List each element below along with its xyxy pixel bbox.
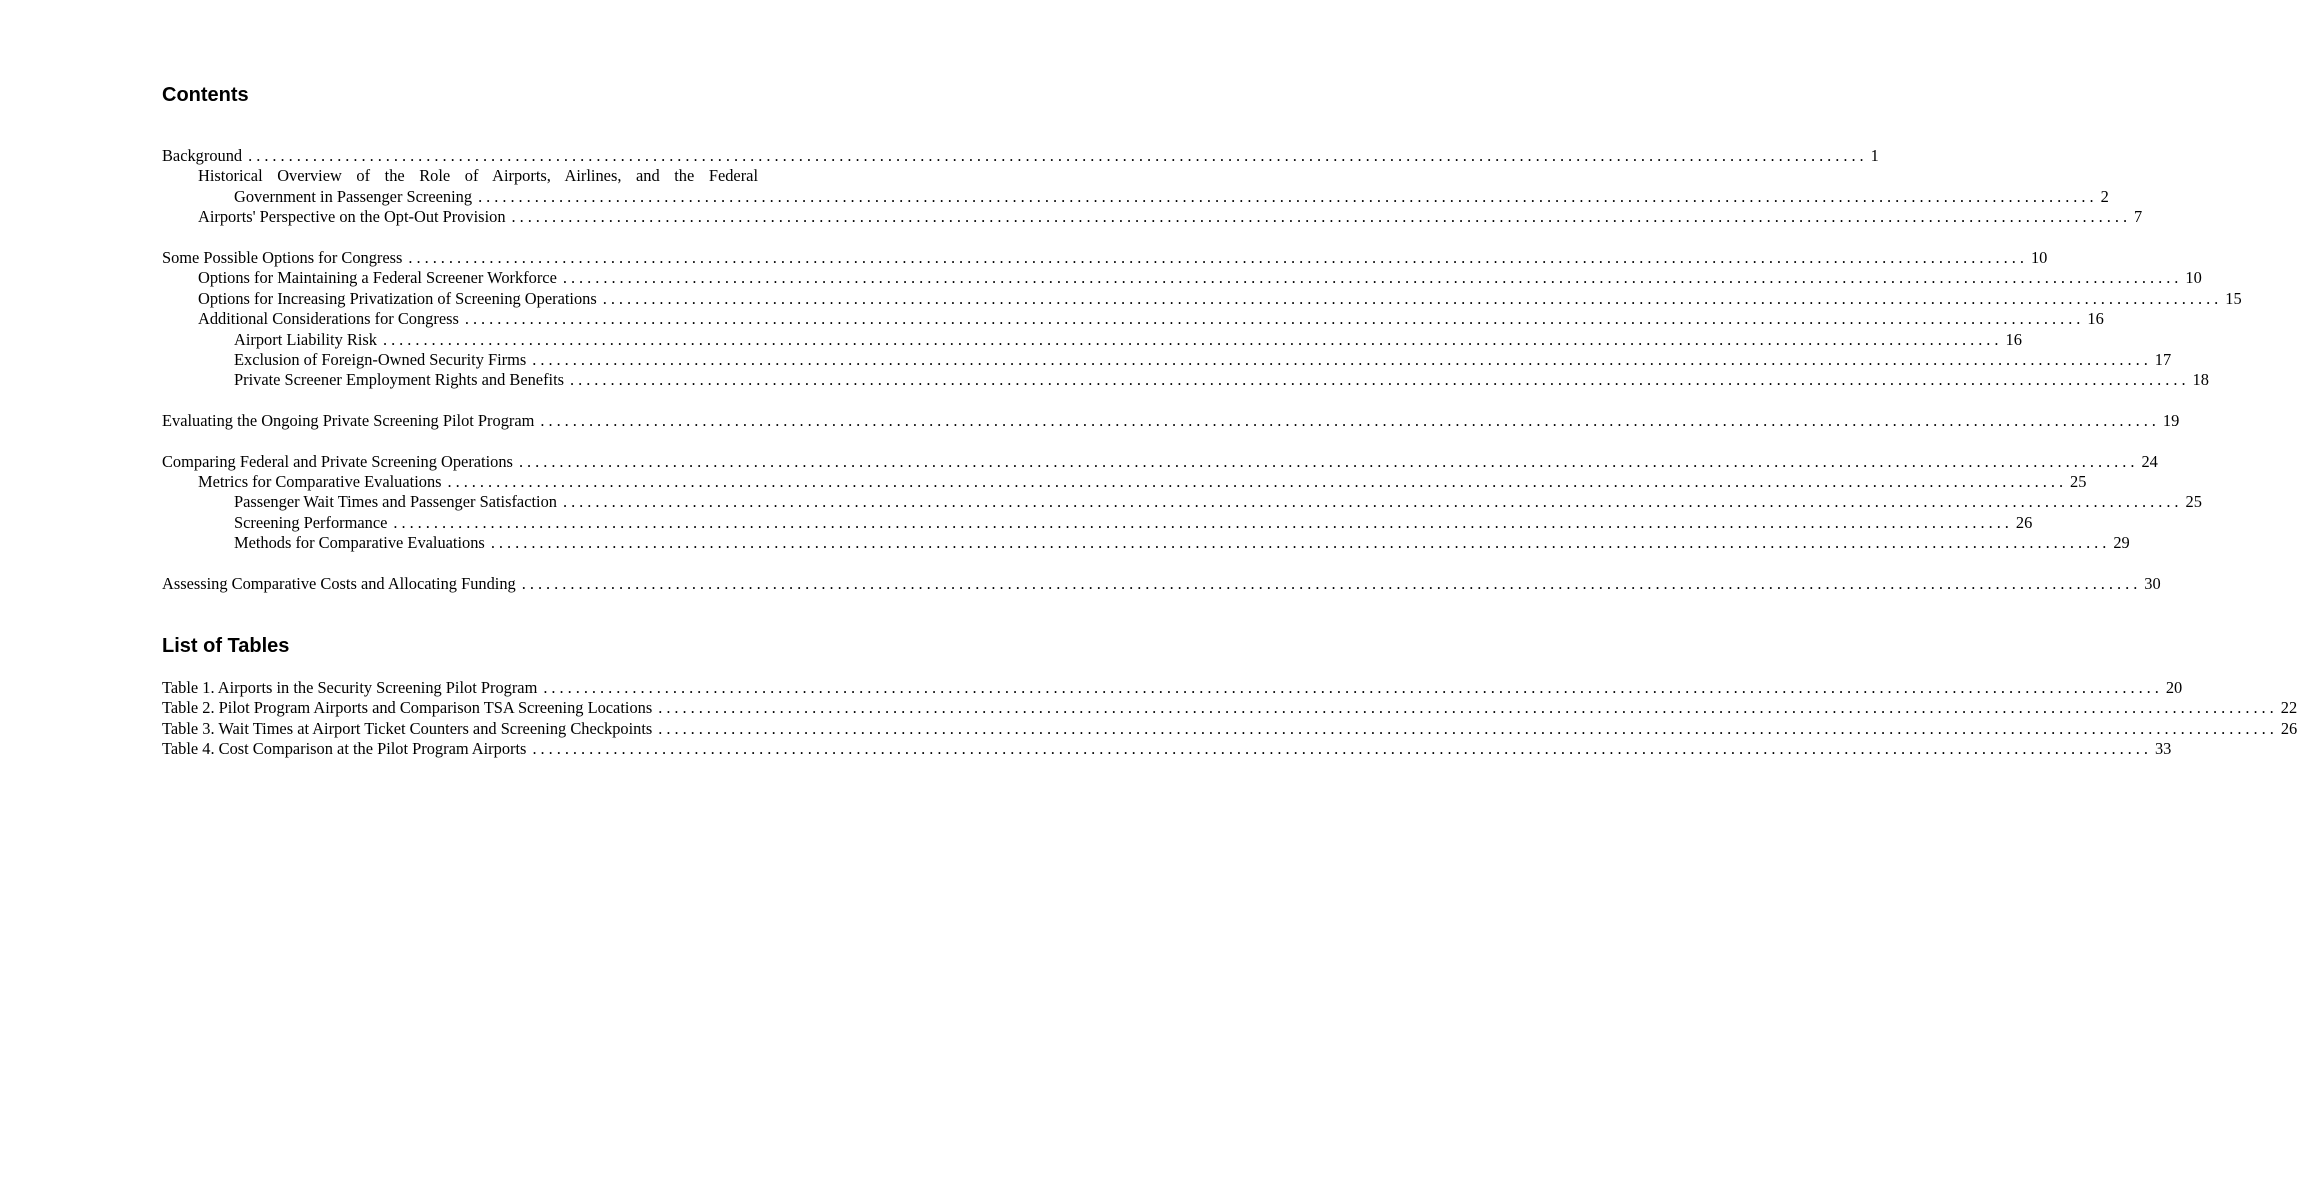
toc-entry[interactable]: Passenger Wait Times and Passenger Satisfaction ........................................................................................................................................................................................................ 25 xyxy=(234,492,2202,511)
table-entry[interactable]: Table 3. Wait Times at Airport Ticket Counters and Screening Checkpoints ........................................................................................................................................................................................................ 26 xyxy=(162,719,2297,738)
toc-entry[interactable]: Historical Overview of the Role of Airports, Airlines, and the Federal xyxy=(198,166,758,185)
dot-leader: ........................................................................................................................................................................................................ xyxy=(532,350,2152,369)
dot-leader: ........................................................................................................................................................................................................ xyxy=(393,513,2013,532)
toc-entry[interactable]: Screening Performance ........................................................................................................................................................................................................ 26 xyxy=(234,513,2033,532)
toc-entry[interactable]: Assessing Comparative Costs and Allocating Funding ........................................................................................................................................................................................................ 30 xyxy=(162,574,2161,593)
dot-leader: ........................................................................................................................................................................................................ xyxy=(447,472,2068,491)
dot-leader: ........................................................................................................................................................................................................ xyxy=(532,739,2152,758)
dot-leader: ........................................................................................................................................................................................................ xyxy=(543,678,2163,697)
toc-entry[interactable]: Exclusion of Foreign-Owned Security Firms ........................................................................................................................................................................................................ 17 xyxy=(234,350,2172,369)
dot-leader: ........................................................................................................................................................................................................ xyxy=(518,452,2139,471)
contents-heading: Contents xyxy=(162,84,249,106)
dot-leader: ........................................................................................................................................................................................................ xyxy=(464,309,2085,328)
dot-leader: ........................................................................................................................................................................................................ xyxy=(490,533,2111,552)
dot-leader: ........................................................................................................................................................................................................ xyxy=(658,719,2278,738)
table-entry[interactable]: Table 2. Pilot Program Airports and Comparison TSA Screening Locations ........................................................................................................................................................................................................ 22 xyxy=(162,698,2297,717)
table-entry[interactable]: Table 4. Cost Comparison at the Pilot Program Airports ........................................................................................................................................................................................................ 33 xyxy=(162,739,2172,758)
dot-leader: ........................................................................................................................................................................................................ xyxy=(570,370,2190,389)
toc-entry[interactable]: Background ........................................................................................................................................................................................................ 1 xyxy=(162,146,1879,165)
dot-leader: ........................................................................................................................................................................................................ xyxy=(658,698,2278,717)
dot-leader: ........................................................................................................................................................................................................ xyxy=(562,268,2183,287)
table-entry[interactable]: Table 1. Airports in the Security Screening Pilot Program ........................................................................................................................................................................................................ 20 xyxy=(162,678,2183,697)
toc-entry[interactable]: Evaluating the Ongoing Private Screening Pilot Program ........................................................................................................................................................................................................ 19 xyxy=(162,411,2180,430)
list-of-tables-heading: List of Tables xyxy=(162,635,290,657)
dot-leader: ........................................................................................................................................................................................................ xyxy=(602,289,2223,308)
dot-leader: ........................................................................................................................................................................................................ xyxy=(478,187,2098,206)
toc-entry-continuation[interactable]: Government in Passenger Screening ........................................................................................................................................................................................................ 2 xyxy=(234,187,2109,206)
toc-entry[interactable]: Comparing Federal and Private Screening Operations ........................................................................................................................................................................................................ 24 xyxy=(162,452,2158,471)
toc-entry[interactable]: Options for Increasing Privatization of Screening Operations ........................................................................................................................................................................................................ 15 xyxy=(198,289,2242,308)
toc-entry[interactable]: Options for Maintaining a Federal Screener Workforce ........................................................................................................................................................................................................ 10 xyxy=(198,268,2202,287)
toc-entry[interactable]: Airport Liability Risk ........................................................................................................................................................................................................ 16 xyxy=(234,330,2022,349)
dot-leader: ........................................................................................................................................................................................................ xyxy=(511,207,2132,226)
toc-entry[interactable]: Additional Considerations for Congress ........................................................................................................................................................................................................ 16 xyxy=(198,309,2104,328)
dot-leader: ........................................................................................................................................................................................................ xyxy=(382,330,2003,349)
dot-leader: ........................................................................................................................................................................................................ xyxy=(540,411,2160,430)
toc-entry[interactable]: Airports' Perspective on the Opt-Out Provision ........................................................................................................................................................................................................ 7 xyxy=(198,207,2143,226)
dot-leader: ........................................................................................................................................................................................................ xyxy=(562,492,2183,511)
dot-leader: ........................................................................................................................................................................................................ xyxy=(408,248,2028,267)
toc-entry[interactable]: Some Possible Options for Congress ........................................................................................................................................................................................................ 10 xyxy=(162,248,2048,267)
dot-leader: ........................................................................................................................................................................................................ xyxy=(248,146,1868,165)
dot-leader: ........................................................................................................................................................................................................ xyxy=(521,574,2142,593)
toc-entry[interactable]: Methods for Comparative Evaluations ........................................................................................................................................................................................................ 29 xyxy=(234,533,2130,552)
toc-entry[interactable]: Private Screener Employment Rights and Benefits ........................................................................................................................................................................................................ 18 xyxy=(234,370,2209,389)
toc-entry[interactable]: Metrics for Comparative Evaluations ........................................................................................................................................................................................................ 25 xyxy=(198,472,2087,491)
